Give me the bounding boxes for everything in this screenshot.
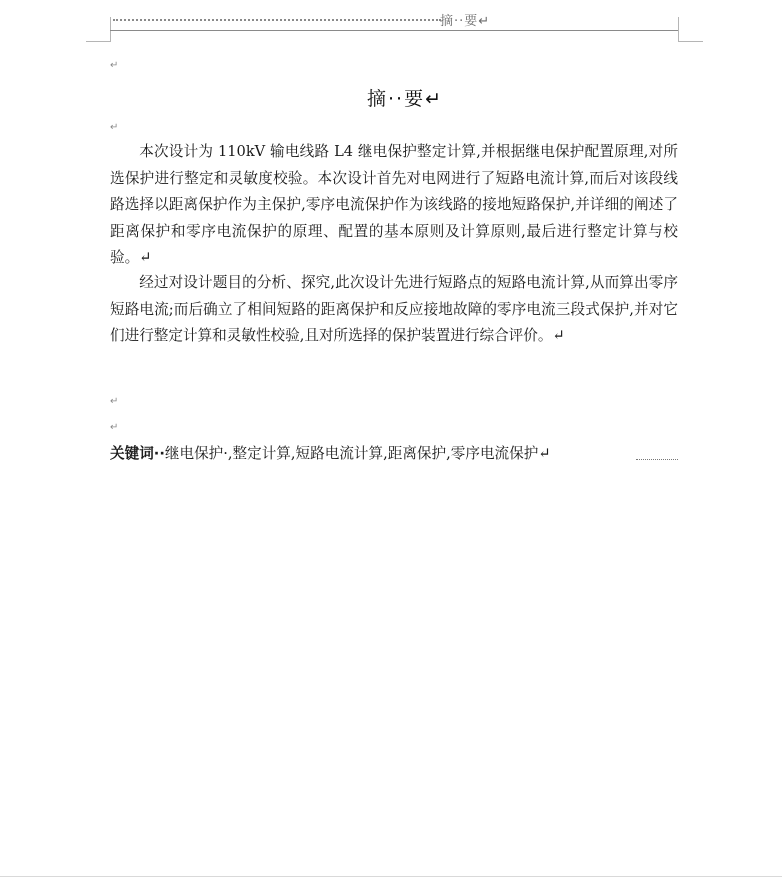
paragraph-mark: ↵ [110,396,119,407]
paragraph-mark: ↵ [110,122,119,133]
header-dot-leader [113,19,441,21]
keywords-text: 继电保护·,整定计算,短路电流计算,距离保护,零序电流保护↵ [164,445,551,462]
abstract-paragraph-1[interactable]: 本次设计为 110kV 输电线路 L4 继电保护整定计算,并根据继电保护配置原理,对所选保护进行整定和灵敏度校验。本次设计首先对电网进行了短路电流计算,而后对该段线路选择以距离保护作为主保护,零序电流保护作为该线路的接地短路保护,并详细的阐述了距离保护和零序电流保护的原理、配置的基本原则及计算原则,最后进行整定计算与校验。↵ [110,143,678,267]
abstract-paragraph-2[interactable]: 经过对设计题目的分析、探究,此次设计先进行短路点的短路电流计算,从而算出零序短路电流;而后确立了相间短路的距离保护和反应接地故障的零序电流三段式保护,并对它们进行整定计算和灵敏性校验,且对所选择的保护装置进行综合评价。↵ [110,274,678,345]
keywords-line[interactable] [110,441,678,467]
header-rule [110,30,678,31]
abstract-title[interactable]: 摘··要↵ [367,88,443,110]
paragraph-mark: ↵ [110,60,119,71]
keywords-label: 关键词·· [110,445,165,462]
keywords-dot-leader [636,459,678,460]
paragraph-mark: ↵ [110,422,119,433]
page-bottom-edge [0,876,782,877]
page-header-text[interactable]: 摘··要↵ [440,14,491,29]
margin-corner-top-right [678,17,703,42]
margin-corner-top-left [86,17,111,42]
